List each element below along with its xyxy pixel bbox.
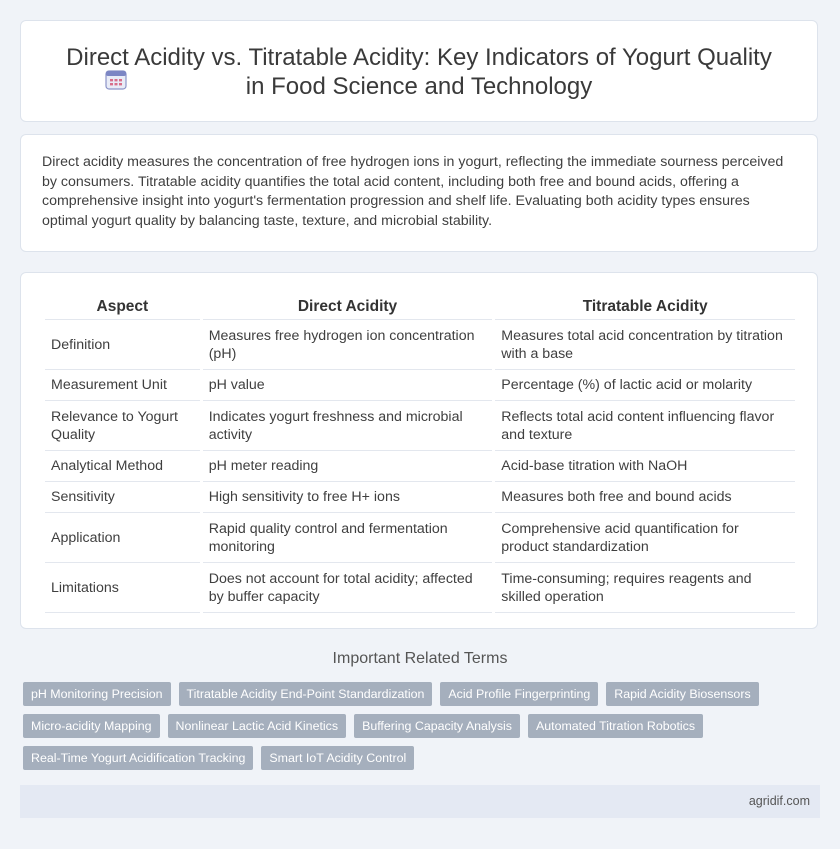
row-aspect: Definition [45, 320, 200, 370]
row-direct: High sensitivity to free H+ ions [203, 482, 493, 513]
related-term-tag[interactable]: Buffering Capacity Analysis [354, 714, 520, 738]
row-titratable: Measures total acid concentration by titration with a base [495, 320, 795, 370]
table-row [45, 451, 795, 482]
related-term-tag[interactable]: Real-Time Yogurt Acidification Tracking [23, 746, 253, 770]
footer-site-link[interactable]: agridif.com [748, 794, 810, 808]
intro-paragraph: Direct acidity measures the concentration of free hydrogen ions in yogurt, reflecting the immediate sourness perceived by consumers. Titratable acidity quantifies the total acid content, including both free and bound acids, offering a comprehensive insight into yogurt's fermentation progression and shelf life. Evaluating both acidity types ensures optimal yogurt quality by balancing taste, texture, and microbial stability. [42, 154, 784, 229]
related-term-tag[interactable]: Rapid Acidity Biosensors [606, 682, 758, 706]
page-title: Direct Acidity vs. Titratable Acidity: Key Indicators of Yogurt Quality in Food Science and Technology [66, 44, 772, 100]
table-row [45, 401, 795, 451]
row-titratable: Acid-base titration with NaOH [495, 451, 795, 482]
row-direct: Measures free hydrogen ion concentration (pH) [203, 320, 493, 370]
related-term-tag[interactable]: Titratable Acidity End-Point Standardization [179, 682, 433, 706]
row-titratable: Measures both free and bound acids [495, 482, 795, 513]
related-term-tag[interactable]: Acid Profile Fingerprinting [440, 682, 598, 706]
comparison-card [20, 272, 818, 629]
table-row [45, 513, 795, 563]
row-titratable: Percentage (%) of lactic acid or molarity [495, 370, 795, 401]
related-terms-title: Important Related Terms [332, 650, 508, 667]
row-aspect: Analytical Method [45, 451, 200, 482]
table-row [45, 320, 795, 370]
table-row [45, 563, 795, 613]
row-aspect: Application [45, 513, 200, 563]
row-aspect: Measurement Unit [45, 370, 200, 401]
row-titratable: Time-consuming; requires reagents and skilled operation [495, 563, 795, 613]
row-aspect: Relevance to Yogurt Quality [45, 401, 200, 451]
table-row [45, 370, 795, 401]
header-titratable-acidity: Titratable Acidity [495, 295, 795, 320]
row-direct: Indicates yogurt freshness and microbial activity [203, 401, 493, 451]
related-term-tag[interactable]: Micro-acidity Mapping [23, 714, 160, 738]
intro-card [20, 134, 818, 252]
header-direct-acidity: Direct Acidity [203, 295, 493, 320]
related-term-tag[interactable]: Automated Titration Robotics [528, 714, 703, 738]
comparison-table [42, 295, 798, 613]
footer [20, 785, 820, 818]
row-direct: pH value [203, 370, 493, 401]
table-row [45, 482, 795, 513]
title-card [20, 20, 818, 122]
row-aspect: Sensitivity [45, 482, 200, 513]
row-aspect: Limitations [45, 563, 200, 613]
row-direct: Rapid quality control and fermentation monitoring [203, 513, 493, 563]
header-aspect: Aspect [45, 295, 200, 320]
row-direct: Does not account for total acidity; affected by buffer capacity [203, 563, 493, 613]
related-term-tag[interactable]: pH Monitoring Precision [23, 682, 171, 706]
related-terms-list [23, 682, 783, 770]
row-direct: pH meter reading [203, 451, 493, 482]
related-term-tag[interactable]: Smart IoT Acidity Control [261, 746, 414, 770]
row-titratable: Reflects total acid content influencing flavor and texture [495, 401, 795, 451]
row-titratable: Comprehensive acid quantification for product standardization [495, 513, 795, 563]
related-term-tag[interactable]: Nonlinear Lactic Acid Kinetics [168, 714, 347, 738]
